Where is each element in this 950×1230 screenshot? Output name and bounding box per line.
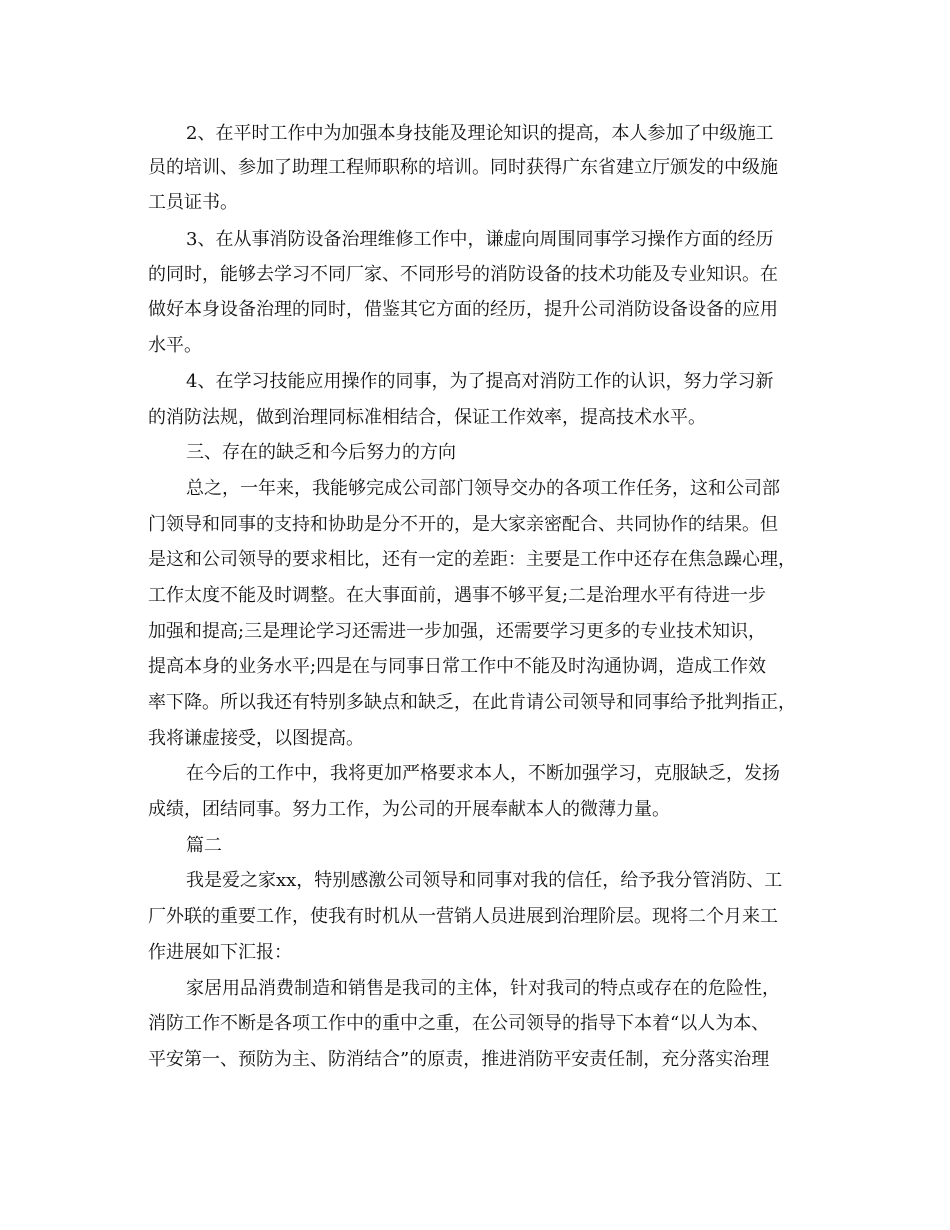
text-line: 在今后的工作中，我将更加严格要求本人，不断加强学习，克服缺乏，发扬: [186, 763, 780, 784]
text-line: 率下降。所以我还有特别多缺点和缺乏，在此肯请公司领导和同事给予批判指正，: [148, 692, 796, 713]
text-line: 的消防法规，做到治理同标准相结合，保证工作效率，提高技术水平。: [148, 407, 706, 428]
text-line: 厂外联的重要工作，使我有时机从一营销人员进展到治理阶层。现将二个月来工: [148, 906, 778, 927]
text-line: 消防工作不断是各项工作中的重中之重，在公司领导的指导下本着“以人为本、: [148, 1013, 770, 1034]
text-line: 加强和提高;三是理论学习还需进一步加强，还需要学习更多的专业技术知识，: [148, 621, 767, 642]
text-line: 作进展如下汇报：: [148, 942, 292, 963]
text-line: 水平。: [148, 335, 202, 356]
text-line: 门领导和同事的支持和协助是分不开的，是大家亲密配合、共同协作的结果。但: [148, 514, 778, 535]
text-line: 的同时，能够去学习不同厂家、不同形号的消防设备的技术功能及专业知识。在: [148, 264, 778, 285]
text-line: 成绩，团结同事。努力工作，为公司的开展奉献本人的微薄力量。: [148, 799, 670, 820]
text-line: 员的培训、参加了助理工程师职称的培训。同时获得广东省建立厅颁发的中级施: [148, 157, 778, 178]
text-line: 4、在学习技能应用操作的同事，为了提高对消防工作的认识，努力学习新: [186, 371, 774, 392]
text-line: 做好本身设备治理的同时，借鉴其它方面的经历，提升公司消防设备设备的应用: [148, 299, 778, 320]
text-line: 平安第一、预防为主、防消结合”的原责，推进消防平安责任制，充分落实治理: [148, 1049, 770, 1070]
text-line: 我将谦虚接受，以图提高。: [148, 728, 364, 749]
section-heading: 三、存在的缺乏和今后努力的方向: [186, 442, 456, 463]
text-line: 是这和公司领导的要求相比，还有一定的差距：主要是工作中还存在焦急躁心理，: [148, 549, 796, 570]
text-line: 2、在平时工作中为加强本身技能及理论知识的提高，本人参加了中级施工: [186, 123, 774, 144]
section-heading: 篇二: [186, 835, 222, 856]
text-line: 3、在从事消防设备治理维修工作中，谦虚向周围同事学习操作方面的经历: [186, 229, 774, 250]
text-line: 家居用品消费制造和销售是我司的主体，针对我司的特点或存在的危险性，: [186, 978, 780, 999]
text-line: 我是爱之家xx，特别感激公司领导和同事对我的信任，给予我分管消防、工: [186, 870, 783, 891]
text-line: 总之，一年来，我能够完成公司部门领导交办的各项工作任务，这和公司部: [186, 478, 780, 499]
text-line: 工员证书。: [148, 192, 238, 213]
text-line: 工作太度不能及时调整。在大事面前，遇事不够平复;二是治理水平有待进一步: [148, 585, 767, 606]
text-line: 提高本身的业务水平;四是在与同事日常工作中不能及时沟通协调，造成工作效: [148, 656, 767, 677]
